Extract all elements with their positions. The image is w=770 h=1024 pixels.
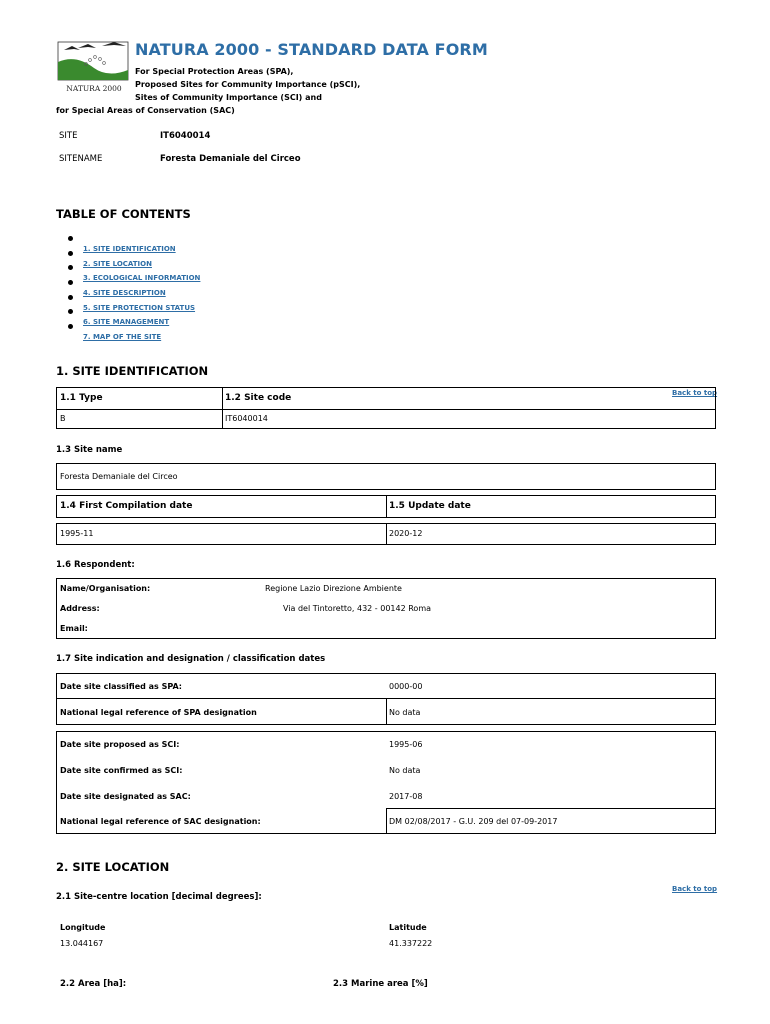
sac-ref-label: National legal reference of SAC designation:	[60, 817, 261, 826]
section-2-heading: 2. SITE LOCATION	[56, 860, 170, 874]
toc-item	[68, 249, 200, 268]
toc-link-map-of-the-site[interactable]: 7. MAP OF THE SITE	[83, 333, 162, 342]
toc-item	[68, 278, 200, 298]
subtitle-line-4: for Special Areas of Conservation (SAC)	[56, 106, 235, 115]
latitude-value: 41.337222	[389, 939, 433, 948]
toc-link-site-identification[interactable]: 1. SITE IDENTIFICATION	[83, 245, 176, 253]
spa-ref-value: No data	[389, 708, 421, 717]
site-name-heading: 1.3 Site name	[56, 445, 123, 455]
sitename-value: Foresta Demaniale del Circeo	[160, 154, 301, 164]
type-value: B	[60, 414, 66, 423]
natura-2000-logo	[56, 40, 132, 94]
spa-date-value: 0000-00	[389, 682, 423, 691]
toc-list	[68, 234, 201, 342]
area-label: 2.2 Area [ha]:	[60, 979, 127, 989]
toc-item	[68, 307, 200, 327]
sci-confirmed-value: No data	[389, 766, 421, 775]
first-compilation-label: 1.4 First Compilation date	[60, 501, 193, 511]
toc-heading: TABLE OF CONTENTS	[56, 207, 191, 221]
sac-designated-label: Date site designated as SAC:	[60, 792, 191, 801]
logo-wordmark: NATURA 2000	[66, 84, 122, 93]
code-label: 1.2 Site code	[225, 393, 292, 403]
update-date-label: 1.5 Update date	[389, 501, 471, 511]
site-value: IT6040014	[160, 131, 211, 141]
sci-proposed-label: Date site proposed as SCI:	[60, 740, 180, 749]
subtitle-line-1: For Special Protection Areas (SPA),	[135, 67, 294, 76]
toc-link-site-management[interactable]: 6. SITE MANAGEMENT	[83, 318, 170, 327]
toc-item	[68, 263, 201, 283]
toc-link-site-protection-status[interactable]: 5. SITE PROTECTION STATUS	[83, 303, 196, 312]
type-label: 1.1 Type	[60, 393, 103, 403]
longitude-label: Longitude	[60, 923, 106, 932]
email-label: Email:	[60, 624, 88, 633]
sci-confirmed-label: Date site confirmed as SCI:	[60, 766, 183, 775]
latitude-label: Latitude	[389, 923, 427, 932]
sac-designated-value: 2017-08	[389, 792, 423, 801]
toc-link-ecological-information[interactable]: 3. ECOLOGICAL INFORMATION	[83, 274, 201, 283]
update-date-value: 2020-12	[389, 529, 423, 538]
longitude-value: 13.044167	[60, 939, 104, 948]
page-title: NATURA 2000 - STANDARD DATA FORM	[135, 40, 488, 59]
marine-area-label: 2.3 Marine area [%]	[333, 979, 428, 989]
section-1-heading: 1. SITE IDENTIFICATION	[56, 364, 209, 378]
back-to-top-link[interactable]: Back to top	[672, 885, 718, 893]
type-code-table	[56, 387, 716, 429]
back-to-top-link[interactable]: Back to top	[672, 389, 718, 397]
spa-ref-label: National legal reference of SPA designation	[60, 708, 257, 717]
site-label: SITE	[59, 131, 78, 141]
spa-date-label: Date site classified as SPA:	[60, 682, 183, 691]
site-name-value: Foresta Demaniale del Circeo	[60, 472, 178, 481]
subtitle-line-3: Sites of Community Importance (SCI) and	[135, 93, 322, 102]
org-value: Regione Lazio Direzione Ambiente	[265, 584, 402, 593]
sci-proposed-value: 1995-06	[389, 740, 423, 749]
subtitle-line-2: Proposed Sites for Community Importance (pSCI),	[135, 80, 361, 89]
first-compilation-value: 1995-11	[60, 529, 94, 538]
org-label: Name/Organisation:	[60, 584, 151, 593]
sac-ref-value: DM 02/08/2017 - G.U. 209 del 07-09-2017	[389, 817, 558, 826]
respondent-heading: 1.6 Respondent:	[56, 560, 135, 570]
toc-link-site-description[interactable]: 4. SITE DESCRIPTION	[83, 289, 166, 298]
sitename-label: SITENAME	[59, 154, 103, 164]
toc-item	[68, 293, 200, 312]
toc-item	[68, 322, 200, 342]
address-value: Via del Tintoretto, 432 - 00142 Roma	[283, 604, 432, 613]
toc-link-site-location[interactable]: 2. SITE LOCATION	[83, 259, 152, 268]
site-centre-heading: 2.1 Site-centre location [decimal degrees]:	[56, 892, 262, 902]
address-label: Address:	[60, 604, 100, 613]
code-value: IT6040014	[225, 414, 268, 423]
designation-heading: 1.7 Site indication and designation / classification dates	[56, 654, 326, 664]
toc-item	[68, 234, 200, 253]
